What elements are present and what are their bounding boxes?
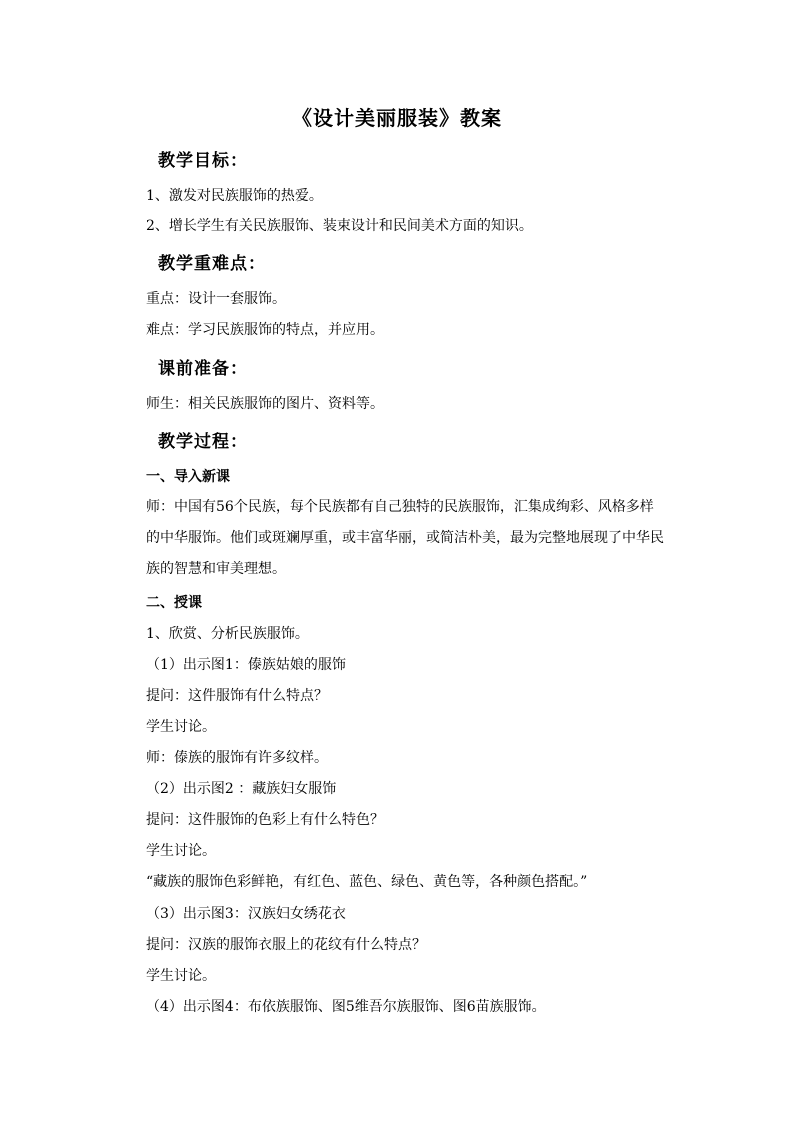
process-line: 1、欣赏、分析民族服饰。 [146, 626, 309, 642]
process-line: 学生讨论。 [146, 968, 216, 984]
heading-process: 教学过程： [158, 432, 248, 452]
objective-item: 1、激发对民族服饰的热爱。 [146, 188, 323, 204]
preparation-item: 师生：相关民族服饰的图片、资料等。 [146, 396, 384, 412]
process-line: （3）出示图3：汉族妇女绣花衣 [146, 906, 346, 922]
process-line: 师：傣族的服饰有许多纹样。 [146, 750, 328, 766]
objective-item: 2、增长学生有关民族服饰、装束设计和民间美术方面的知识。 [146, 218, 533, 234]
heading-key-points: 教学重难点： [158, 254, 266, 274]
key-point-item: 难点：学习民族服饰的特点，并应用。 [146, 322, 384, 338]
process-line: “藏族的服饰色彩鲜艳，有红色、蓝色、绿色、黄色等，各种颜色搭配。” [146, 874, 588, 890]
process-part1-paragraph [146, 492, 666, 585]
heading-preparation: 课前准备： [158, 359, 248, 379]
process-line: 学生讨论。 [146, 719, 216, 735]
process-line: （1）出示图1：傣族姑娘的服饰 [146, 657, 346, 673]
document-title: 《设计美丽服装》教案 [292, 106, 502, 130]
process-line: 提问：这件服饰的色彩上有什么特色？ [146, 812, 384, 828]
process-line: （4）出示图4：布依族服饰、图5维吾尔族服饰、图6苗族服饰。 [146, 999, 546, 1015]
process-line: 提问：这件服饰有什么特点？ [146, 688, 328, 704]
key-point-item: 重点：设计一套服饰。 [146, 291, 286, 307]
process-line: 提问：汉族的服饰衣服上的花纹有什么特点？ [146, 937, 426, 953]
process-line: （2）出示图2 ：藏族妇女服饰 [146, 781, 337, 797]
process-part1-title: 一、导入新课 [146, 469, 230, 485]
process-line: 学生讨论。 [146, 843, 216, 859]
process-part1-text: 师：中国有56个民族，每个民族都有自己独特的民族服饰，汇集成绚彩、风格多样的中华服饰。他们或斑斓厚重，或丰富华丽，或简洁朴美，最为完整地展现了中华民族的智慧和审美理想。 [146, 499, 664, 577]
heading-objectives: 教学目标： [158, 151, 248, 171]
process-part2-title: 二、授课 [146, 595, 202, 611]
